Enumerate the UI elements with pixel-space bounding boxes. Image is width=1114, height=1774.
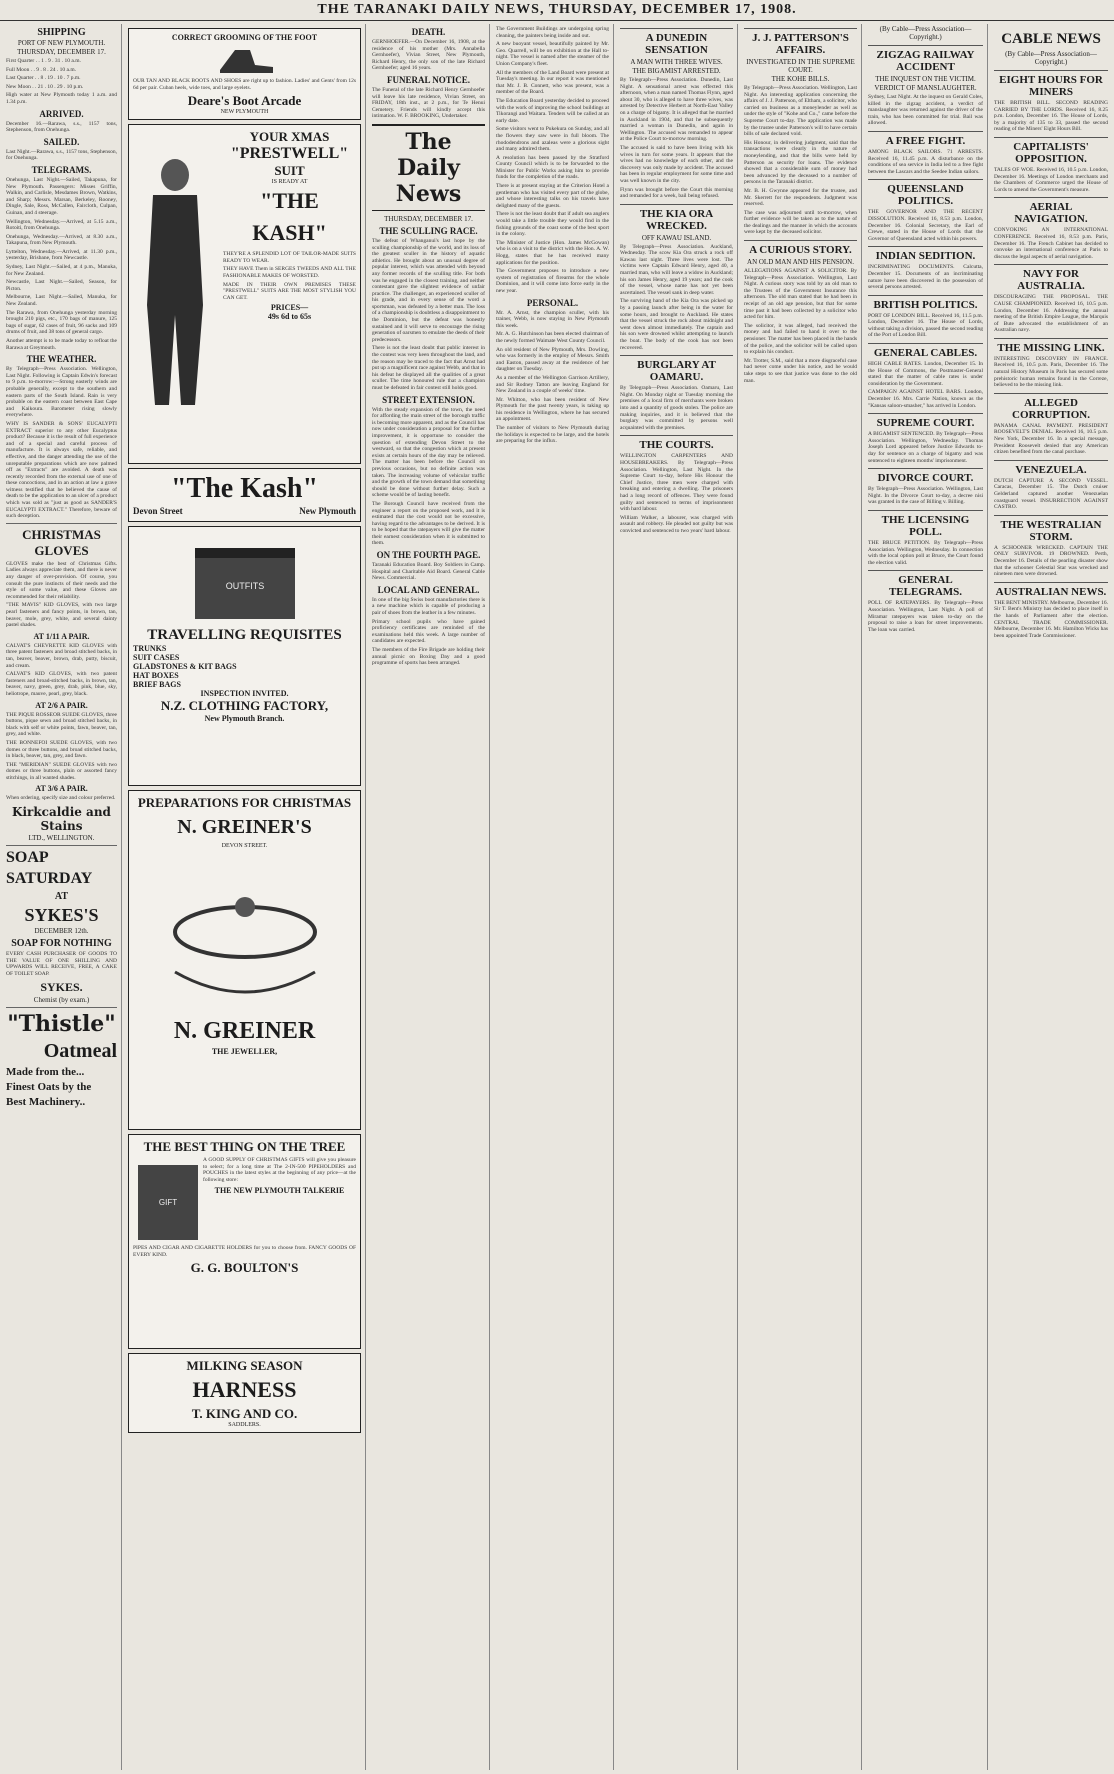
oatmeal-tag-1: Made from the... bbox=[6, 1066, 85, 1079]
local-general-heading: LOCAL AND GENERAL. bbox=[377, 584, 480, 595]
milking-ad: MILKING SEASON HARNESS T. KING AND CO. SADDLERS. bbox=[128, 1353, 361, 1433]
oatmeal-tag-3: Best Machinery.. bbox=[6, 1096, 86, 1109]
gloves-text-3: THE PIQUE ROSSEOR SUEDE GLOVES, three buttons, pique sewn and broad stitched backs, in black with self or white points, fawn, beaver, tan, grey, and white. THE BONNEFOI SUEDE GLOVES, with two domes or three buttons, and broad stitched backs, in black, beaver, tan, grey, and fawn. THE "MERIDIAN" SUEDE GLOVES with two domes or three buttons, plain or assorted fancy stitchings, in all wanted shades. bbox=[6, 711, 117, 781]
oatmeal-tag-2: Finest Oats by the bbox=[6, 1081, 92, 1094]
tide-table: First Quarter . . 1 . 9 . 31 . 10 a.m. Full Moon . . 9 . 8 . 24 . 10 a.m. Last Quarter . . 8 . 19 . 10 . 7 p.m. New Moon . . 21 . 10 . 29 . 10 p.m. High water at New Plymouth today 1 a.m. and 1.34 p.m. bbox=[6, 58, 117, 105]
column-6: J. J. PATTERSON'S AFFAIRS. INVESTIGATED IN THE SUPREME COURT. THE KOHE BILLS. By Telegraph—Press Association. Wellington, Last Night. An interesting application concerning the affairs of J. J. Patterson, of Eltham, a solicitor, who carried on business as a moneylender as well as under the style of "Kohe and Co.," came before the Supreme Court to-day. The application was made by the trustee under Patterson's will to have certain bills of sale declared void. His Honour, in delivering judgment, said that the transactions were clearly in the nature of moneylending, and that the bills were held by Patterson as security for loans. The evidence showed that a considerable sum of money had been advanced by the deceased to a number of persons in the Taranaki district. Mr. B. H. Gwynne appeared for the trustee, and Mr. Skerrett for the respondents. Judgment was reserved. The case was adjourned until to-morrow, when further evidence will be taken as to the nature of the dealings and the manner in which the accounts were kept by the deceased solicitor. A CURIOUS STORY. AN OLD MAN AND HIS PENSION. ALLEGATIONS AGAINST A SOLICITOR. By Telegraph—Press Association. Wellington, Last Night. A curious story was told by an old man to the Trustees of the Government Insurance this afternoon. The old man stated that he had been in receipt of an old age pension, but that for some time past it had been collected by a solicitor who acted for him. The solicitor, it was alleged, had received the money and had failed to hand it over to the pensioner. The matter has been placed in the hands of the police, and the solicitor will be called upon to explain his conduct. Mr. Trotter, S.M., said that a more disgraceful case had never come under his notice, and he would take steps to see that justice was done to the old man. bbox=[740, 24, 862, 1770]
courts-heading: THE COURTS. bbox=[620, 435, 733, 451]
ready-at: IS READY AT bbox=[271, 179, 308, 186]
christmas-gift-illustration-icon bbox=[133, 1155, 203, 1245]
cable-news-heading: CABLE NEWS bbox=[1001, 31, 1101, 47]
preparations-title: PREPARATIONS FOR CHRISTMAS bbox=[137, 795, 352, 811]
deares-boot-arcade: Deare's Boot Arcade bbox=[187, 93, 302, 109]
fourth-page-heading: ON THE FOURTH PAGE. bbox=[376, 550, 481, 561]
navy-heading: NAVY FOR AUSTRALIA. bbox=[994, 264, 1108, 292]
arrived-heading: ARRIVED. bbox=[39, 108, 84, 119]
eight-hours-heading: EIGHT HOURS FOR MINERS bbox=[994, 70, 1108, 98]
foot-title: CORRECT GROOMING OF THE FOOT bbox=[171, 33, 318, 42]
death-heading: DEATH. bbox=[411, 27, 446, 37]
zigzag-heading: ZIGZAG RAILWAY ACCIDENT bbox=[868, 45, 983, 73]
sailed-heading: SAILED. bbox=[43, 136, 80, 147]
kash-suit-ad: YOUR XMAS "PRESTWELL" SUIT IS READY AT "THE KASH" THEY'RE A SPLENDID LOT OF TAILOR-MADE SUITS READY TO WEAR. THEY HAVE Them in SERGES TWEEDS AND ALL THE FASHIONABLE MAKES OF WORSTED. MADE IN THEIR OWN PREMISES THESE "PRESTWELL" SUITS ARE THE MOST STYLISH YOU CAN GET. PRICES— 49s 6d to 65s bbox=[128, 124, 361, 464]
tking: T. KING AND CO. bbox=[191, 1406, 298, 1422]
soap-date: DECEMBER 12th. bbox=[34, 927, 89, 936]
british-heading: BRITISH POLITICS. bbox=[868, 295, 983, 311]
venezuela-heading: VENEZUELA. bbox=[994, 460, 1108, 476]
shipping-date: THURSDAY, DECEMBER 17. bbox=[17, 48, 106, 56]
boot-arcade-ad: CORRECT GROOMING OF THE FOOT OUR TAN AND BLACK BOOTS AND SHOES are right up to fashion. Ladies' and Gents' from 12s 6d per pair. Cuban heels, wide toes, and large eyelets. Deare's Boot Arcade NEW PLYMOUTH bbox=[128, 28, 361, 120]
free-fight-heading: A FREE FIGHT. bbox=[868, 131, 983, 147]
boot-illustration-icon bbox=[215, 45, 275, 75]
suit-label: SUIT bbox=[274, 163, 305, 179]
column-2-ads bbox=[124, 24, 366, 1770]
australian-news-heading: AUSTRALIAN NEWS. bbox=[994, 582, 1108, 598]
soap-nothing: SOAP FOR NOTHING bbox=[11, 938, 112, 950]
nz-clothing-factory: N.Z. CLOTHING FACTORY, bbox=[160, 698, 329, 714]
personal-heading: PERSONAL. bbox=[526, 297, 579, 308]
weather-heading: THE WEATHER. bbox=[26, 354, 97, 365]
travelling-title: TRAVELLING REQUISITES bbox=[147, 627, 342, 644]
daily-news-masthead: The Daily News bbox=[372, 124, 485, 211]
gloves-text-2: CALVAT'S CHEVRETTE KID GLOVES with three patent fasteners and broad stitched backs, in tan, beaver, beaver, brown, drab, putty, biscuit, and cream. CALVAT'S KID GLOVES, with two patent fasteners and broad-stitched backs, in brown, tan, beaver, navy, green, grey, drab, pink, blue, sky, heliotrope, mauve, pearl, grey, black. bbox=[6, 642, 117, 697]
burglary-heading: BURGLARY AT OAMARU. bbox=[620, 355, 733, 383]
man-in-suit-illustration-icon bbox=[135, 155, 215, 415]
prices-label: PRICES— bbox=[270, 303, 309, 313]
kia-ora-heading: THE KIA ORA WRECKED. bbox=[620, 204, 733, 232]
column-4: The Government Buildings are undergoing spring cleaning, the painters being inside and out. A new buoyant vessel, beautifully painted by Mr. Geo. Quarrell, will be on exhibition at the Hall to-night. The vessel is named after the steamer of the Union Company's fleet. All the members of the Land Board were present at Tuesday's meeting. In our report it was mentioned that Mr. J. B. Connett, who was present, was a member of the Board. The Education Board yesterday decided to proceed with the work of improving the school buildings at Tikorangi and Waitara. Tenders will be called at an early date. Some visitors went to Pukekura on Sunday, and all the flowers they saw were in full bloom. The rhododendrons and azaleas were a glorious sight and many admired them. A resolution has been passed by the Stratford County Council which is to be forwarded to the Minister for Public Works asking him to provide funds for the completion of the roads. There is at present staying at the Criterion Hotel a gentleman who has visited every part of the globe, and whose interesting talks on his travels have delighted many of the guests. There is not the least doubt that if adult sea anglers would take a little trouble they would find in the fishing grounds of the coast some of the best sport in the colony. The Minister of Justice (Hon. James McGowan) who is on a visit to the district with the Hon. A. W. Hogg, states that he has received many applications for the position. The Government proposes to introduce a new system of registration of firearms for the whole Dominion, and it will come into force early in the new year. PERSONAL. Mr. A. Arnst, the champion sculler, with his trainer, Webb, is now staying in New Plymouth this week. Mr. A. G. Hutchinson has been elected chairman of the newly formed Waimate West County Council. An old resident of New Plymouth, Mrs. Dowling, who was formerly in the employ of Messrs. Smith and Easton, passed away at the residence of her daughter on Tuesday. As a member of the Wellington Garrison Artillery, and Sir Rodney Tatton are leaving England for New Zealand in a couple of weeks' time. Mr. Whitton, who has been resident of New Plymouth for the past twenty years, is taking up his residence in Wellington, where he has secured an appointment. The number of visitors to New Plymouth during the holidays is expected to be large, and the hotels are preparing for the influx. bbox=[492, 24, 614, 1770]
supreme-court-heading: SUPREME COURT. bbox=[868, 413, 983, 429]
gloves-price-3: AT 3/6 A PAIR. bbox=[35, 784, 88, 794]
licensing-heading: THE LICENSING POLL. bbox=[868, 510, 983, 538]
trunk-illustration-icon bbox=[185, 534, 305, 624]
your-xmas: YOUR XMAS bbox=[249, 129, 330, 145]
svg-text:OUTFITS: OUTFITS bbox=[225, 581, 264, 592]
general-telegrams-heading: GENERAL TELEGRAMS. bbox=[868, 570, 983, 598]
arrived-text: December 16.—Rarawa, s.s., 1157 tons, Stephenson, from Onehunga. bbox=[6, 120, 117, 134]
column-7: (By Cable—Press Association—Copyright.) ZIGZAG RAILWAY ACCIDENT THE INQUEST ON THE VICTIM. VERDICT OF MANSLAUGHTER. Sydney, Last Night. At the inquest on Gerald Coles, killed in the zigzag accident, a verdict of manslaughter was returned against the driver of the train, who has been committed for trial. Bail was allowed. A FREE FIGHT. AMONG BLACK SAILORS. 71 ARRESTS. Received 16, 11.45 p.m. A disturbance on the conditions of sea service in India led to a free fight between the Lascars and the Seedee Indian sailors. QUEENSLAND POLITICS. THE GOVERNOR AND THE RECENT DISSOLUTION. Received 16, 8.53 p.m. London, December 16. Colonial Secretary, the Earl of Crewe, stated in the House of Lords that the Governor of Queensland acted within his powers. INDIAN SEDITION. INCRIMINATING DOCUMENTS. Calcutta, December 15. Documents of an incriminating nature have been discovered in the possession of several persons arrested. BRITISH POLITICS. PORT OF LONDON BILL. Received 16, 11.5 p.m. London, December 16. The House of Lords, without taking a division, passed the second reading of the Port of London Bill. GENERAL CABLES. HIGH CABLE RATES. London, December 15. In the House of Commons, the Postmaster-General stated that the matter of cable rates is under consideration by the Government. CAMPAIGN AGAINST HOTEL BARS. London, December 16. Mrs. Carrie Nation, known as the "Kansas saloon-smasher," has arrived in London. SUPREME COURT. A BIGAMIST SENTENCED. By Telegraph—Press Association. Wellington, Wednesday. Thomas Joseph Lord appeared before Justice Edwards to-day for sentence on a charge of bigamy and was sentenced to eighteen months' imprisonment. DIVORCE COURT. By Telegraph—Press Association. Wellington, Last Night. In the Divorce Court to-day, a decree nisi was granted in the case of Billing v. Billing. THE LICENSING POLL. THE BRUCE PETITION. By Telegraph—Press Association. Wellington, Wednesday. In connection with the local option poll at Bruce, the Court found the election valid. GENERAL TELEGRAMS. POLL OF RATEPAYERS. By Telegraph—Press Association. Wellington, Last Night. A poll of Miramar ratepayers was taken to-day on the proposal to raise a loan for street improvements. The loan was carried. bbox=[864, 24, 988, 1770]
westralian-heading: THE WESTRALIAN STORM. bbox=[994, 515, 1108, 543]
indian-heading: INDIAN SEDITION. bbox=[868, 246, 983, 262]
patterson-heading: J. J. PATTERSON'S AFFAIRS. bbox=[744, 28, 857, 56]
telegrams-heading: TELEGRAMS. bbox=[31, 164, 92, 175]
the-kash-big: "The Kash" bbox=[170, 473, 318, 505]
soap-sykes: SYKES'S bbox=[24, 905, 99, 926]
telegrams-text: Onehunga, Last Night.—Sailed, Takapuna, for New Plymouth. Passengers: Misses Griffin, Walkin, and Carlisle, Mesdames Brown, Watkins, and Sharp; Messrs. Marsan, Berkeley, Rooney, Dingle, Sale, Ross, McCallen, Faircloth, Culpan, Guinan, and 4 steerage. Wellington, Wednesday.—Arrived, at 5.15 a.m., Rotoiti, from Onehunga. Onehunga, Wednesday.—Arrived, at 8.30 a.m., Takapuna, from New Plymouth. Lyttelton, Wednesday.—Arrived, at 11.30 p.m., yesterday, Brisbane, from Newcastle. Sydney, Last Night.—Sailed, at 4 p.m., Manuka, for New Zealand. Newcastle, Last Night.—Sailed, Season, for Picton. Melbourne, Last Night.—Sailed, Manuka, for New Zealand. The Rarawa, from Onehunga yesterday morning brought 210 pigs, etc., 170 bags of manure, 125 bags of sugar, 62 cases of fruit, 96 sacks and 109 drums of fruit, and 38 tons of general cargo. Another attempt is to be made today to refloat the Rarawa at Greymouth. bbox=[6, 176, 117, 351]
thistle-heading: "Thistle" bbox=[7, 1011, 116, 1038]
greiner-ad: PREPARATIONS FOR CHRISTMAS N. GREINER'S DEVON STREET. N. GREINER THE JEWELLER, bbox=[128, 790, 361, 1130]
dunedin-heading: A DUNEDIN SENSATION bbox=[620, 28, 733, 56]
soap-heading: SOAP bbox=[6, 849, 49, 867]
greiner-title: N. GREINER'S bbox=[177, 816, 312, 839]
sailed-text: Last Night.—Rarawa, s.s., 1157 tons, Stephenson, for Onehunga. bbox=[6, 148, 117, 162]
column-8: CABLE NEWS (By Cable—Press Association—Copyright.) EIGHT HOURS FOR MINERS THE BRITISH BILL. SECOND READING CARRIED BY THE LORDS. Received 16, 8.25 p.m. London, December 16. The House of Lords, by a majority of 135 to 33, passed the second reading of the Miners' Eight Hours Bill. CAPITALISTS' OPPOSITION. TALES OF WOE. Received 16, 10.5 p.m. London, December 16. Meetings of London merchants and the Chambers of Commerce urged the House of Lords to amend the Government's measure. AERIAL NAVIGATION. CONVOKING AN INTERNATIONAL CONFERENCE. Received 16, 8.53 p.m. Paris, December 16. The French Cabinet has decided to convoke an international conference at Paris to discuss the legal aspects of aerial navigation. NAVY FOR AUSTRALIA. DISCOURAGING THE PROPOSAL. THE CAUSE CHAMPIONED. Received 16, 10.5 p.m. London, December 16. Addressing the annual meeting of the British Empire League, the Marquis of Bute advocated the establishment of an Australian navy. THE MISSING LINK. INTERESTING DISCOVERY IN FRANCE. Received 16, 10.5 p.m. Paris, December 16. The natural History Museum in Paris has secured some prehistoric human remains found in the Correze, believed to be the missing link. ALLEGED CORRUPTION. PANAMA CANAL PAYMENT. PRESIDENT ROOSEVELT'S DENIAL. Received 16, 10.5 p.m. New York, December 16. In a special message, President Roosevelt denied that any American citizen benefited from the canal purchase. VENEZUELA. DUTCH CAPTURE A SECOND VESSEL. Caracas, December 15. The Dutch cruiser Gelderland captured another Venezuelan coastguard vessel. INSURRECTION AGAINST CASTRO. THE WESTRALIAN STORM. A SCHOONER WRECKED. CAPTAIN THE ONLY SURVIVOR. 19 DROWNED. Perth, December 16. Details of the pearling disaster show that the schooner Celestial Star was wrecked and nineteen men were drowned. AUSTRALIAN NEWS. THE BENT MINISTRY. Melbourne, December 16. Sir T. Bent's Ministry has decided to place itself in the hands of Parliament after the election. CENTRAL TRADE COMMISSIONER. Melbourne, December 16. Mr. Hamilton Wicks has been appointed Trade Commissioner. bbox=[990, 24, 1112, 1770]
harness: HARNESS bbox=[192, 1377, 297, 1403]
gloves-price-1: AT 1/11 A PAIR. bbox=[33, 631, 90, 641]
general-cables-heading: GENERAL CABLES. bbox=[868, 343, 983, 359]
travelling-ad: OUTFITS TRAVELLING REQUISITES TRUNKS SUIT CASES GLADSTONES & KIT BAGS HAT BOXES BRIEF BAGS INSPECTION INVITED. N.Z. CLOTHING FACTORY, New Plymouth Branch. bbox=[128, 526, 361, 786]
svg-text:GIFT: GIFT bbox=[158, 1198, 178, 1208]
curious-story-heading: A CURIOUS STORY. bbox=[744, 240, 857, 256]
capitalists-heading: CAPITALISTS' OPPOSITION. bbox=[994, 137, 1108, 165]
queensland-heading: QUEENSLAND POLITICS. bbox=[868, 179, 983, 207]
sykes-name: SYKES. bbox=[40, 980, 83, 995]
gloves-text-1: GLOVES make the best of Christmas Gifts. Ladies always appreciate them, and there is never any danger of over-provision. Of course, you consult the pure instincts of their needs and the style of some value, and these Gloves are recommended for their reliability. "THE MAVIS" KID GLOVES, with two large pearl fasteners and fancy points, in brown, tan, beaver, mole, grey, white, and several dainty pastel shades. bbox=[6, 560, 117, 629]
port-line: PORT OF NEW PLYMOUTH. bbox=[17, 39, 106, 47]
inspection-invited: INSPECTION INVITED. bbox=[200, 689, 289, 699]
the-kash: "THE KASH" bbox=[252, 188, 327, 246]
soap-saturday: SATURDAY bbox=[6, 870, 93, 888]
column-5: A DUNEDIN SENSATION A MAN WITH THREE WIVES. THE BIGAMIST ARRESTED. By Telegraph—Press Association. Dunedin, Last Night. A sensational arrest was effected this afternoon, when a man named Thomas Flynn, aged about 30, who is alleged to have three wives, was arrested by Detective Herbert at North-East Valley on a charge of bigamy. It is alleged that he married in Auckland in 1904, and that he subsequently married a woman in Dunedin, and again in Wellington. The accused was remanded to appear at the Police Court to-morrow morning. The accused is said to have been living with his wives in turn for some years. It appears that the wives had no knowledge of each other, and the discovery was only made by accident. The accused has been in regular employment for some time and was well known in the city. Flynn was brought before the Court this morning and remanded for a week, bail being refused. THE KIA ORA WRECKED. OFF KAWAU ISLAND. By Telegraph—Press Association. Auckland, Wednesday. The scow Kia Ora struck a rock off Kawau last night. Three lives were lost. The victims were Captain Edward Henry, aged 40, a married man, who will leave a widow in Auckland; his son James Henry, aged 19 years; and the cook of the vessel, whose name has not yet been ascertained. The vessel sank in deep water. The surviving hand of the Kia Ora was picked up by a passing launch after being in the water for some hours, and brought to Auckland. He states that the vessel struck the rock about midnight and went down almost immediately. The captain and his son were drowned whilst attempting to launch the boat. The body of the cook has not been recovered. BURGLARY AT OAMARU. By Telegraph—Press Association. Oamaru, Last Night. On Monday night or Tuesday morning the premises of a local firm of merchants were broken into and a quantity of goods stolen. The police are making inquiries, and it is believed that the burglary was committed by persons well acquainted with the premises. THE COURTS. WELLINGTON CARPENTERS AND HOUSEBREAKERS. By Telegraph—Press Association. Wellington, Last Night. In the Supreme Court to-day, before His Honour the Chief Justice, three men were charged with breaking and entering a dwelling. The prisoners had a long record of offences. They were found guilty and sentenced to terms of imprisonment with hard labour. William Walker, a labourer, was charged with assault and robbery. He pleaded not guilty but was convicted and sentenced to two years' hard labour. bbox=[616, 24, 738, 1770]
masthead: THE TARANAKI DAILY NEWS, THURSDAY, DECEMBER 17, 1908. bbox=[0, 0, 1114, 21]
np-talkerie: THE NEW PLYMOUTH TALKERIE bbox=[214, 1185, 345, 1195]
divorce-court-heading: DIVORCE COURT. bbox=[868, 468, 983, 484]
soap-text: EVERY CASH PURCHASER OF GOODS TO THE VALUE OF ONE SHILLING AND UPWARDS WILL RECEIVE, FREE, A CAKE OF TOILET SOAP. bbox=[6, 951, 117, 977]
sykes-sub: Chemist (by exam.) bbox=[33, 996, 90, 1005]
gloves-note: When ordering, specify size and colour preferred. bbox=[6, 795, 116, 802]
kirkcaldie-sub: LTD., WELLINGTON. bbox=[28, 834, 95, 843]
prestwell: "PRESTWELL" bbox=[230, 145, 349, 163]
oatmeal-heading: Oatmeal bbox=[43, 1040, 117, 1063]
greiner-big: N. GREINER bbox=[173, 1018, 316, 1045]
boulton: G. G. BOULTON'S bbox=[190, 1260, 299, 1276]
corruption-heading: ALLEGED CORRUPTION. bbox=[994, 393, 1108, 421]
column-3: DEATH. GERNHOEFER.—On December 16, 1908, at the residence of his mother (Mrs. Annabella Gernhoefer), Vivian Street, New Plymouth, Richard Henry, the only son of the late Richard Gernhoefer; aged 16 years. FUNERAL NOTICE. The Funeral of the late Richard Henry Gernhoefer will leave his late residence, Vivian Street, on FRIDAY, 18th inst., at 2 p.m., for Te Henui Cemetery. Friends will kindly accept this intimation. W. F. BROOKING, Undertaker. The Daily News THURSDAY, DECEMBER 17. THE SCULLING RACE. The defeat of Whanganui's last hope by the sculling championship of the world, and its loss of the greatest sculler in the history of aquatic athletics. He brought about an unusual degree of popular interest, which was attended with beyond any former records of the sculling title. For both was he engaged in the closest training, and neither contestant gave the slightest evidence of unfair practice. The challenger, an experienced sculler of his grade, and in every sense of the word a sportsman, was defeated by a better man. The loss of a championship is doubtless a disappointment to the Dominion, but the defeat was honestly sustained and it will serve to encourage the rising generation of oarsmen to emulate the deeds of their predecessors. There is not the least doubt that public interest in the contest was very keen throughout the land, and the reason may be traced to the fact that Arnst had put up a magnificent race against Webb, and that in his defeat he displayed all the qualities of a great sculler. The time honoured rule that a champion must be defeated in fair contest still holds good. STREET EXTENSION. With the steady expansion of the town, the need for affording the main street of the borough traffic is becoming more apparent, and as the Council has now under consideration a proposal for the further improvement, it is opportune to consider the question of extending Devon Street to the westward, so that the congestion which at present exists at certain hours of the day may be relieved. The matter has been before the Council on previous occasions, but no definite action was taken. The increasing volume of vehicular traffic and the growth of the town demand that something should be done without further delay. Such a scheme would be of lasting benefit. The Borough Council have received from the engineer a report on the proposed work, and it is estimated that the cost would not be excessive, having regard to the advantages to be derived. It is to be hoped that the ratepayers will give the matter their earnest consideration when it is submitted to them. ON THE FOURTH PAGE. Taranaki Education Board. Boy Soldiers in Camp. Hospital and Charitable Aid Board. General Cable News. Commercial. LOCAL AND GENERAL. In one of the big Swiss boot manufactories there is a new machine which is capable of producing a pair of shoes from the leather in a few minutes. Primary school pupils who have gained proficiency certificates are reminded of the examinations held this week. A large number of candidates are expected. The members of the Fire Brigade are holding their annual picnic on Boxing Day and a good programme of sports has been arranged. bbox=[368, 24, 490, 1770]
soap-at: AT bbox=[54, 891, 69, 903]
column-1 bbox=[2, 24, 122, 1770]
missing-link-heading: THE MISSING LINK. bbox=[994, 338, 1108, 354]
street-extension-heading: STREET EXTENSION. bbox=[382, 394, 475, 405]
price-range: 49s 6d to 65s bbox=[267, 312, 312, 322]
kirkcaldie-heading: Kirkcaldie and Stains bbox=[12, 805, 111, 834]
funeral-heading: FUNERAL NOTICE. bbox=[386, 74, 470, 85]
best-thing-title: THE BEST THING ON THE TREE bbox=[143, 1139, 346, 1155]
aerial-heading: AERIAL NAVIGATION. bbox=[994, 197, 1108, 225]
kash-banner: "The Kash" Devon Street New Plymouth bbox=[128, 468, 361, 522]
jewellery-illustration-icon bbox=[145, 852, 345, 1012]
sculling-heading: THE SCULLING RACE. bbox=[379, 225, 478, 236]
shipping-heading: SHIPPING bbox=[37, 27, 86, 38]
best-thing-ad: THE BEST THING ON THE TREE GIFT A GOOD SUPPLY OF CHRISTMAS GIFTS will give you pleasure to select; for a long time at The 2-IN-500 PIPEHOLDERS and POUCHES in the latest styles at the beginning of any price—at the following store: THE NEW PLYMOUTH TALKERIE PIPES AND CIGAR AND CIGARETTE HOLDERS for you to choose from. FANCY GOODS OF EVERY KIND. G. G. BOULTON'S bbox=[128, 1134, 361, 1349]
weather-text: By Telegraph—Press Association. Wellington, Last Night. Following is Captain Edwin's forecast to 9 p.m. to-morrow:—Strong easterly winds are probable generally, except to the southern and eastern parts of the South Island. Rain is very probable on the eastern coast between East Cape and Kaikoura. Barometer rising slowly everywhere. WHY IS SANDER & SONS' EUCALYPTI EXTRACT superior to any other Eucalyptus product? Because it is the result of full experience and of a special and careful process of manufacture. It is always safe, reliable, and effective, and the danger attending the use of the unreputable preparations which are now palmed off as "Extracts" are avoided. A death was recently recorded from the external use of one of these concoctions, and in an action at law a grave witness testified that he believed the cause of death to be the application to an ulcer of a product which was sold as "just as good as SANDER'S EUCALYPTI EXTRACT." Therefore, beware of such deception. bbox=[6, 366, 117, 520]
gloves-price-2: AT 2/6 A PAIR. bbox=[35, 700, 88, 710]
christmas-gloves-heading: CHRISTMAS GLOVES bbox=[22, 526, 101, 558]
